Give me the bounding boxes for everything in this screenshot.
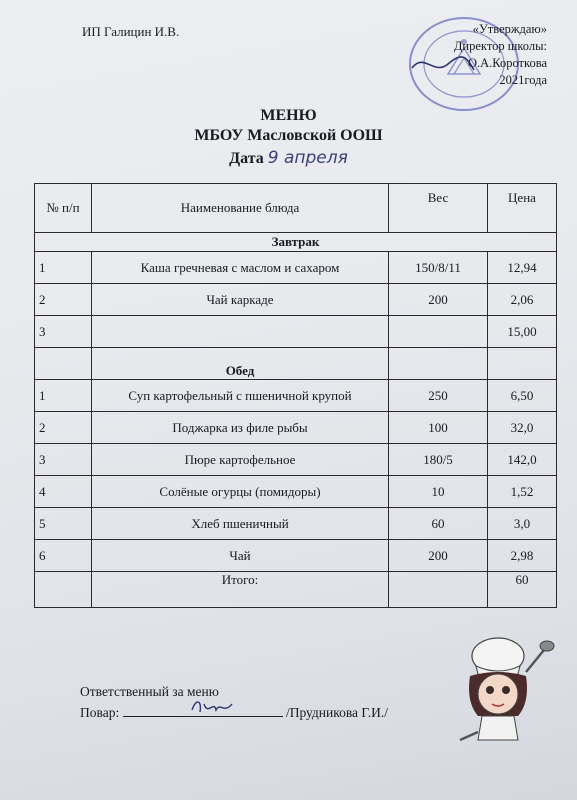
row-dish [92, 316, 389, 348]
total-value: 60 [488, 572, 557, 608]
cook-signature [188, 696, 238, 718]
row-dish: Солёные огурцы (помидоры) [92, 476, 389, 508]
empty-cell [488, 348, 557, 380]
row-dish: Поджарка из филе рыбы [92, 412, 389, 444]
row-num: 1 [35, 380, 92, 412]
row-dish: Пюре картофельное [92, 444, 389, 476]
approval-heading: «Утверждаю» [472, 22, 547, 36]
row-num: 2 [35, 412, 92, 444]
row-price: 2,06 [488, 284, 557, 316]
cook-label: Повар: [80, 705, 120, 720]
row-price: 2,98 [488, 540, 557, 572]
table-row [35, 476, 557, 508]
approval-position: Директор школы: [453, 39, 547, 53]
date-label: Дата [229, 150, 264, 167]
row-num: 2 [35, 284, 92, 316]
row-num: 5 [35, 508, 92, 540]
row-price: 1,52 [488, 476, 557, 508]
row-weight: 200 [389, 540, 488, 572]
row-num: 3 [35, 444, 92, 476]
title-school: МБОУ Масловской ООШ [194, 127, 383, 144]
approval-name: О.А.Короткова [467, 56, 547, 70]
table-header-row [35, 184, 557, 233]
organization-name: ИП Галицин И.В. [82, 24, 180, 39]
row-price: 32,0 [488, 412, 557, 444]
approval-block [454, 21, 547, 89]
row-weight: 200 [389, 284, 488, 316]
table-row [35, 380, 557, 412]
row-dish: Суп картофельный с пшеничной крупой [92, 380, 389, 412]
row-price: 15,00 [488, 316, 557, 348]
row-num: 4 [35, 476, 92, 508]
header-name: Наименование блюда [92, 184, 389, 233]
row-weight: 150/8/11 [389, 252, 488, 284]
row-weight: 60 [389, 508, 488, 540]
empty-cell [389, 348, 488, 380]
section-lunch [35, 348, 557, 380]
row-price: 3,0 [488, 508, 557, 540]
table-row [35, 540, 557, 572]
table-row [35, 316, 557, 348]
empty-cell [389, 572, 488, 608]
header-price: Цена [488, 184, 557, 233]
row-weight: 250 [389, 380, 488, 412]
title-menu: МЕНЮ [260, 107, 317, 124]
row-num: 1 [35, 252, 92, 284]
table-row [35, 252, 557, 284]
cook-name: /Прудникова Г.И./ [285, 705, 388, 720]
row-dish: Чай каркаде [92, 284, 389, 316]
menu-table [34, 183, 557, 608]
row-price: 142,0 [488, 444, 557, 476]
row-price: 6,50 [488, 380, 557, 412]
table-row [35, 444, 557, 476]
row-dish: Чай [92, 540, 389, 572]
table-row [35, 508, 557, 540]
section-title: Обед [92, 348, 389, 380]
menu-title [0, 106, 577, 146]
section-breakfast [35, 233, 557, 252]
row-weight [389, 316, 488, 348]
row-num: 3 [35, 316, 92, 348]
total-label: Итого: [92, 572, 389, 608]
row-weight: 180/5 [389, 444, 488, 476]
empty-cell [35, 348, 92, 380]
row-num: 6 [35, 540, 92, 572]
responsible-label: Ответственный за меню [80, 684, 219, 699]
date-line [0, 148, 577, 168]
total-row [35, 572, 557, 608]
row-price: 12,94 [488, 252, 557, 284]
row-dish: Каша гречневая с маслом и сахаром [92, 252, 389, 284]
row-weight: 100 [389, 412, 488, 444]
header-num: № п/п [35, 184, 92, 233]
table-row [35, 284, 557, 316]
row-weight: 10 [389, 476, 488, 508]
table-row [35, 412, 557, 444]
date-value: 9 апреля [267, 148, 348, 168]
header-weight: Вес [389, 184, 488, 233]
empty-cell [35, 572, 92, 608]
row-dish: Хлеб пшеничный [92, 508, 389, 540]
chef-girl-illustration [448, 632, 558, 744]
approval-year: 2021года [499, 73, 547, 87]
section-title: Завтрак [35, 233, 557, 252]
